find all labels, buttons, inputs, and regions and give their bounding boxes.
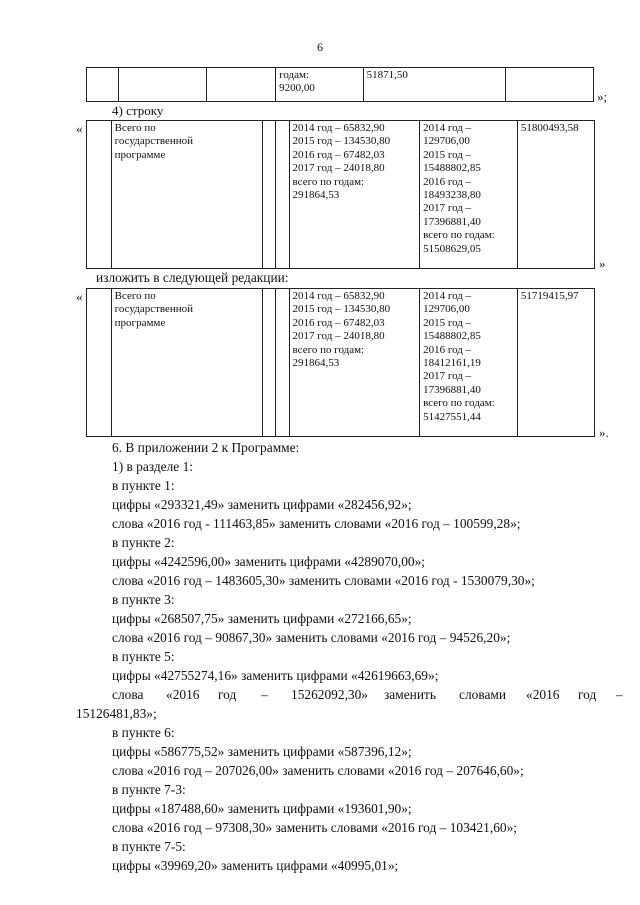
body-line: в пункте 7-5:: [112, 839, 186, 854]
redaction-text: изложить в следующей редакции:: [96, 270, 289, 285]
table-cell-total: 51800493,58: [517, 121, 594, 269]
table-cell-years: 2014 год – 129706,00 2015 год – 15488802,85 2016 год – 18412161,19 2017 год – 17396881,40 всего по годам: 51427551,44: [420, 289, 518, 437]
body-line: цифры «187488,60» заменить цифрами «193601,90»;: [112, 801, 412, 816]
body-line-word: 15262092,30»: [291, 687, 368, 702]
table-cell: [262, 289, 275, 437]
table-cell-name: Всего по государственной программе: [111, 121, 262, 269]
table-cell: [276, 121, 289, 269]
body-line: слова «2016 год – 1483605,30» заменить словами «2016 год - 1530079,30»;: [112, 573, 535, 588]
body-line: в пункте 3:: [112, 592, 175, 607]
table-cell: годам: 9200,00: [276, 68, 364, 102]
table-cell: [87, 289, 112, 437]
table-cell: [506, 68, 594, 102]
body-line-word: слова: [112, 687, 144, 702]
section-heading: 6. В приложении 2 к Программе:: [112, 440, 300, 455]
body-line: в пункте 2:: [112, 535, 175, 550]
body-line-word: год: [578, 687, 597, 702]
table-cell: [276, 289, 289, 437]
body-line: цифры «4242596,00» заменить цифрами «4289070,00»;: [112, 554, 426, 569]
subsection-heading: 1) в разделе 1:: [112, 459, 194, 474]
table-cell: 51871,50: [363, 68, 506, 102]
body-line: в пункте 6:: [112, 725, 175, 740]
table-cell-years: 2014 год – 65832,90 2015 год – 134530,80 2016 год – 67482,03 2017 год – 24018,80 всего по годам: 291864,53: [289, 289, 420, 437]
body-line: слова «2016 год - 111463,85» заменить словами «2016 год – 100599,28»;: [112, 516, 521, 531]
body-line: цифры «268507,75» заменить цифрами «272166,65»;: [112, 611, 412, 626]
body-line: цифры «586775,52» заменить цифрами «587396,12»;: [112, 744, 412, 759]
body-line: цифры «39969,20» заменить цифрами «40995,01»;: [112, 858, 399, 873]
body-line-word: год: [218, 687, 237, 702]
table-cell-years: 2014 год – 65832,90 2015 год – 134530,80 2016 год – 67482,03 2017 год – 24018,80 всего по годам: 291864,53: [289, 121, 420, 269]
table-cell: [206, 68, 275, 102]
body-line-word: словами: [459, 687, 507, 702]
closing-quote: »: [599, 256, 606, 271]
table-cell: [87, 121, 112, 269]
open-quote: «: [76, 121, 83, 136]
row-table-new: [86, 288, 595, 437]
body-line: в пункте 7-3:: [112, 782, 186, 797]
item-4-label: 4) строку: [112, 103, 164, 118]
body-line: слова «2016 год – 97308,30» заменить словами «2016 год – 103421,60»;: [112, 820, 518, 835]
body-line: в пункте 5:: [112, 649, 175, 664]
table-cell-name: Всего по государственной программе: [111, 289, 262, 437]
body-line: слова «2016 год – 90867,30» заменить словами «2016 год – 94526,20»;: [112, 630, 511, 645]
body-line-word: «2016: [526, 687, 560, 702]
row-table-old: [86, 120, 595, 269]
body-line-word: заменить: [384, 687, 436, 702]
body-line-word: «2016: [166, 687, 200, 702]
table-cell-years: 2014 год – 129706,00 2015 год – 15488802,85 2016 год – 18493238,80 2017 год – 17396881,40 всего по годам: 51508629,05: [420, 121, 518, 269]
body-line: в пункте 1:: [112, 478, 175, 493]
body-line: цифры «42755274,16» заменить цифрами «42619663,69»;: [112, 668, 439, 683]
open-quote: «: [76, 289, 83, 304]
table-cell: [262, 121, 275, 269]
body-line: цифры «293321,49» заменить цифрами «282456,92»;: [112, 497, 412, 512]
top-table: [86, 67, 594, 102]
table-cell: [87, 68, 119, 102]
closing-quote: ».: [599, 425, 609, 440]
closing-quote: »;: [597, 89, 608, 104]
body-line: слова «2016 год – 207026,00» заменить словами «2016 год – 207646,60»;: [112, 763, 524, 778]
table-cell: [119, 68, 207, 102]
body-line-word: –: [616, 687, 623, 702]
table-cell-total: 51719415,97: [517, 289, 594, 437]
body-line: 15126481,83»;: [76, 706, 157, 721]
body-line-word: –: [261, 687, 268, 702]
page-number: 6: [317, 40, 323, 54]
